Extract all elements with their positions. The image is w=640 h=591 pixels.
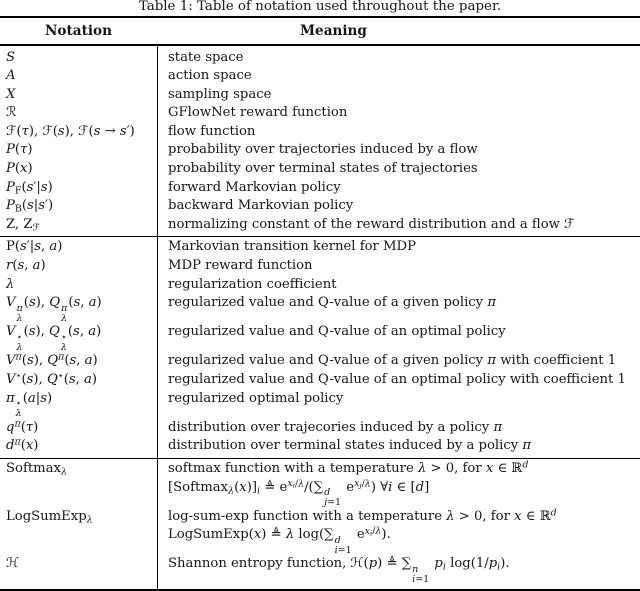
table-caption: Table 1: Table of notation used throughout the paper. [138,0,502,14]
notation-cell: $P_F(s'|s)$ [6,179,53,197]
notation-cell: X [6,86,16,102]
meaning-cell [157,371,640,390]
meaning-cell [157,216,640,235]
notation-cell: ℛ [6,105,17,121]
table-row [0,86,640,105]
meaning-line: state space [168,49,244,65]
notation-cell: A [6,68,16,84]
table-row [0,67,640,86]
notation-cell: $V^\pi(s)$, $Q^\pi(s$, a) [6,352,98,369]
meaning-line: backward Markovian policy [168,198,354,214]
meaning-line: sampling space [168,86,272,102]
table-body [0,46,640,589]
table-row [0,390,640,419]
meaning-cell [157,352,640,371]
notation-cell: P(τ) [6,142,33,158]
notation-cell: $d^\pi(x)$ [6,437,39,454]
table-row [0,49,640,68]
notation-cell: Softmax$_\lambda$ [6,460,67,478]
meaning-cell [157,437,640,456]
meaning-cell [157,141,640,160]
table-row [0,294,640,323]
column-header-meaning: Meaning [300,23,367,39]
table-row [0,257,640,276]
meaning-cell [157,555,640,584]
meaning-line: distribution over trajecories induced by a policy π [168,419,503,435]
meaning-cell [157,67,640,86]
notation-cell: LogSumExp$_\lambda$ [6,508,93,526]
table-row [0,419,640,438]
notation-cell: π ⋆ λ (a|s) [6,390,53,420]
meaning-line: regularized value and Q-value of an optimal policy with coefficient 1 [168,372,626,388]
meaning-line: regularized value and Q-value of a given policy π with coefficient 1 [168,353,617,369]
table-row [0,352,640,371]
meaning-cell [157,86,640,105]
notation-cell: V ⋆ λ (s), Q ⋆ λ (s, a) [6,324,102,353]
table-row [0,276,640,295]
meaning-line: forward Markovian policy [168,179,341,195]
notation-cell: P(x) [6,161,33,177]
table-header-row [0,18,640,44]
table-row [0,197,640,216]
notation-cell: S [6,49,16,65]
meaning-line: Shannon entropy function, ℋ(p) ≜ ∑ n i=1 $p_i$ $\log(1/p_i)$. [168,556,510,585]
table-row [0,371,640,390]
table-row [0,238,640,257]
table-row [0,104,640,123]
meaning-cell [157,49,640,68]
meaning-line: flow function [168,123,256,139]
table-section-1 [0,48,640,237]
table-row [0,555,640,584]
table-row [0,508,640,556]
meaning-cell [157,323,640,342]
notation-cell: r(s, a) [6,258,46,274]
meaning-cell [157,390,640,409]
meaning-cell [157,294,640,313]
meaning-line: Markovian transition kernel for MDP [168,239,416,255]
meaning-cell [157,197,640,216]
meaning-cell [157,179,640,198]
meaning-cell [157,276,640,295]
meaning-line: probability over trajectories induced by a flow [168,142,478,158]
notation-cell: V⋆(s), Q⋆(s, a) [6,370,98,388]
notation-cell: λ [6,276,15,292]
notation-cell: V π λ (s), Q π λ (s, a) [6,295,102,324]
meaning-line: probability over terminal states of trajectories [168,161,478,177]
notation-cell: ℋ [6,556,20,572]
meaning-line: GFlowNet reward function [168,105,348,121]
meaning-cell [157,104,640,123]
column-divider [157,46,158,589]
notation-cell: Z, $Z_ℱ$ [6,216,40,234]
table-section-2 [0,236,640,458]
meaning-cell [157,257,640,276]
table-row [0,123,640,142]
meaning-cell [157,419,640,438]
meaning-line: regularized value and Q-value of an optimal policy [168,324,506,340]
meaning-cell [157,460,640,508]
table-section-3 [0,458,640,587]
notation-cell: P(s′|s, a) [6,239,63,255]
meaning-cell [157,123,640,142]
meaning-line: regularization coefficient [168,276,337,292]
meaning-cell [157,238,640,257]
notation-cell: $q^\pi(\tau)$ [6,418,39,435]
column-header-notation: Notation [45,23,112,39]
notation-cell: ℱ(τ), ℱ(s), ℱ(s → s′) [6,123,135,139]
meaning-line: distribution over terminal states induced by a policy π [168,438,532,454]
table-row [0,160,640,179]
table-row [0,460,640,508]
meaning-line: action space [168,68,252,84]
meaning-line: MDP reward function [168,258,313,274]
table-row [0,437,640,456]
meaning-line: regularized optimal policy [168,390,344,406]
meaning-cell [157,508,640,556]
table-row [0,216,640,235]
meaning-line: regularized value and Q-value of a given policy π [168,295,496,311]
meaning-line: LogSumExp(x) ≜ λ log(∑ d i=1 $e^{x_i/\lambda}$). [168,526,391,556]
table-row [0,141,640,160]
meaning-cell [157,160,640,179]
meaning-line: $[Softmax_\lambda(x)]_i$ ≜ $e^{x_i/\lambda}/(\sum$ d j=1 $e^{x_j/\lambda}$) ∀i ∈ [d] [168,478,430,508]
meaning-line: normalizing constant of the reward distribution and a flow ℱ [168,216,575,232]
notation-cell: $P_B(s|s')$ [6,198,54,215]
table-row [0,323,640,352]
meaning-line: log-sum-exp function with a temperature λ > 0, for x ∈ ℝ$^d$ [168,507,557,524]
meaning-line: softmax function with a temperature λ > 0, for x ∈ ℝ$^d$ [168,459,529,476]
table-row [0,179,640,198]
